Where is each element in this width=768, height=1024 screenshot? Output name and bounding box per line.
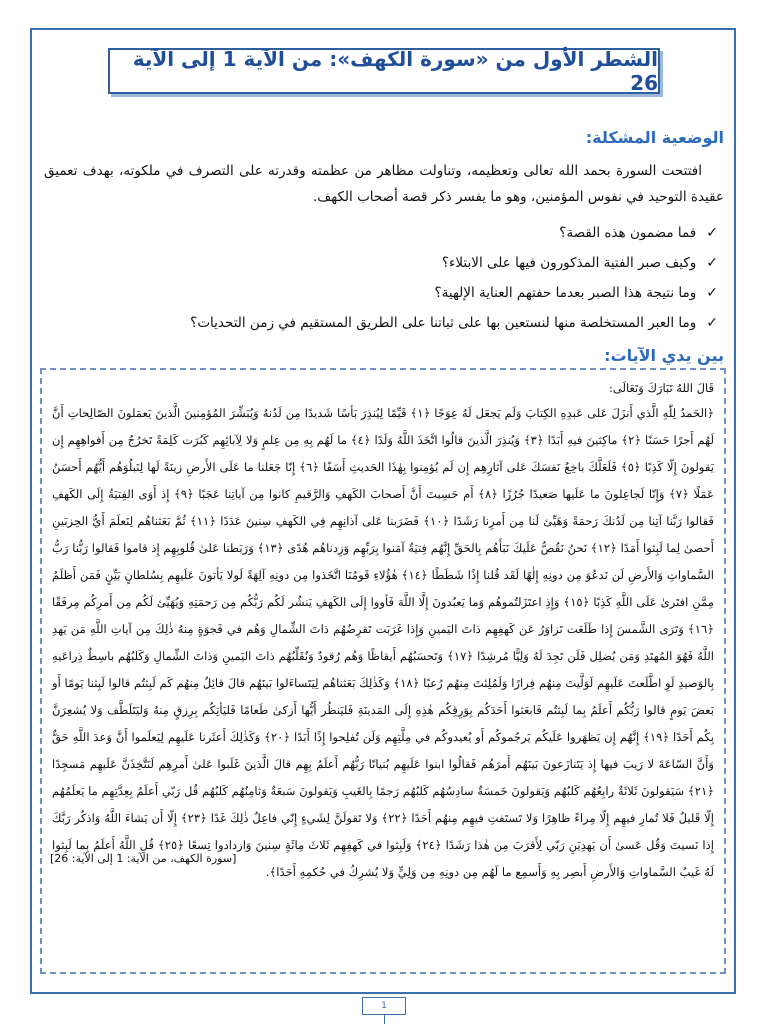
questions-list <box>44 218 718 338</box>
check-icon: ✓ <box>706 315 718 331</box>
question-text: وما نتيجة هذا الصبر بعدما حفتهم العناية الإلهية؟ <box>434 285 697 301</box>
question-text: وما العبر المستخلصة منها لنستعين بها على ثباتنا على الطريق المستقيم في زمن التحديات؟ <box>190 315 697 331</box>
intro-text: افتتحت السورة بحمد الله تعالى وتعظيمه، وتناولت مظاهر من عظمته وقدرته على التصرف في ملكوته، بهدف تعميق عقيدة التوحيد في نفوس المؤمنين، وهو ما يفسر ذكر قصة أصحاب الكهف. <box>44 163 724 205</box>
check-icon: ✓ <box>706 255 718 271</box>
question-text: وكيف صبر الفتية المذكورون فيها على الابتلاء؟ <box>441 255 697 271</box>
question-item <box>44 248 718 278</box>
question-item <box>44 308 718 338</box>
source-citation: [سورة الكهف، من الآية: 1 إلى الآية: 26] <box>50 852 237 865</box>
check-icon: ✓ <box>706 285 718 301</box>
question-item <box>44 218 718 248</box>
page-title: الشطر الأول من «سورة الكهف»: من الآية 1 إلى الآية 26 <box>108 48 660 94</box>
problem-heading: الوضعية المشكلة: <box>585 128 724 147</box>
verses-box <box>40 368 726 974</box>
verses-intro: قَالَ اللهُ تَبَارَكَ وَتَعَالَى: <box>609 381 714 395</box>
check-icon: ✓ <box>706 225 718 241</box>
question-item <box>44 278 718 308</box>
intro-paragraph <box>44 158 724 210</box>
question-text: فما مضمون هذه القصة؟ <box>559 225 697 241</box>
verses-text: ﴿الحَمدُ لِلّٰهِ الَّذي أَنزَلَ عَلى عَبدِهِ الكِتابَ وَلَم يَجعَل لَهُ عِوَجًا ﴿١﴾ قَيِّمًا لِيُنذِرَ بَأسًا شَديدًا مِن لَدُنهُ وَيُبَشِّرَ المُؤمِنينَ الَّذينَ يَعمَلونَ الصّالِحاتِ أَنَّ لَهُم أَجرًا حَسَنًا ﴿٢﴾ ماكِثينَ فيهِ أَبَدًا ﴿٣﴾ وَيُنذِرَ الَّذينَ قالُوا اتَّخَذَ اللَّهُ وَلَدًا ﴿٤﴾ ما لَهُم بِهِ مِن عِلمٍ وَلا لِآبائِهِم كَبُرَت كَلِمَةً تَخرُجُ مِن أَفواهِهِم إِن يَقولونَ إِلّا كَذِبًا ﴿٥﴾ فَلَعَلَّكَ باخِعٌ نَفسَكَ عَلى آثارِهِم إِن لَم يُؤمِنوا بِهٰذَا الحَديثِ أَسَفًا ﴿٦﴾ إِنّا جَعَلنا ما عَلَى الأَرضِ زينَةً لَها لِنَبلُوَهُم أَيُّهُم أَحسَنُ عَمَلًا ﴿٧﴾ وَإِنّا لَجاعِلونَ ما عَلَيها صَعيدًا جُرُزًا ﴿٨﴾ أَم حَسِبتَ أَنَّ أَصحابَ الكَهفِ وَالرَّقيمِ كانوا مِن آياتِنا عَجَبًا ﴿٩﴾ إِذ أَوَى الفِتيَةُ إِلَى الكَهفِ فَقالوا رَبَّنا آتِنا مِن لَدُنكَ رَحمَةً وَهَيِّئ لَنا مِن أَمرِنا رَشَدًا ﴿١٠﴾ فَضَرَبنا عَلى آذانِهِم فِي الكَهفِ سِنينَ عَدَدًا ﴿١١﴾ ثُمَّ بَعَثناهُم لِنَعلَمَ أَيُّ الحِزبَينِ أَحصىٰ لِما لَبِثوا أَمَدًا ﴿١٢﴾ نَحنُ نَقُصُّ عَلَيكَ نَبَأَهُم بِالحَقِّ إِنَّهُم فِتيَةٌ آمَنوا بِرَبِّهِم وَزِدناهُم هُدًى ﴿١٣﴾ وَرَبَطنا عَلىٰ قُلوبِهِم إِذ قاموا فَقالوا رَبُّنا رَبُّ السَّماواتِ وَالأَرضِ لَن نَدعُوَ مِن دونِهِ إِلٰهًا لَقَد قُلنا إِذًا شَطَطًا ﴿١٤﴾ هٰؤُلاءِ قَومُنَا اتَّخَذوا مِن دونِهِ آلِهَةً لَولا يَأتونَ عَلَيهِم بِسُلطانٍ بَيِّنٍ فَمَن أَظلَمُ مِمَّنِ افتَرىٰ عَلَى اللَّهِ كَذِبًا ﴿١٥﴾ وَإِذِ اعتَزَلتُموهُم وَما يَعبُدونَ إِلَّا اللَّهَ فَأووا إِلَى الكَهفِ يَنشُر لَكُم رَبُّكُم مِن رَحمَتِهِ وَيُهَيِّئ لَكُم مِن أَمرِكُم مِرفَقًا ﴿١٦﴾ وَتَرَى الشَّمسَ إِذا طَلَعَت تَزاوَرُ عَن كَهفِهِم ذاتَ اليَمينِ وَإِذا غَرَبَت تَقرِضُهُم ذاتَ الشِّمالِ وَهُم في فَجوَةٍ مِنهُ ذٰلِكَ مِن آياتِ اللَّهِ مَن يَهدِ اللَّهُ فَهُوَ المُهتَدِ وَمَن يُضلِل فَلَن تَجِدَ لَهُ وَلِيًّا مُرشِدًا ﴿١٧﴾ وَتَحسَبُهُم أَيقاظًا وَهُم رُقودٌ وَنُقَلِّبُهُم ذاتَ اليَمينِ وَذاتَ الشِّمالِ وَكَلبُهُم باسِطٌ ذِراعَيهِ بِالوَصيدِ لَوِ اطَّلَعتَ عَلَيهِم لَوَلَّيتَ مِنهُم فِرارًا وَلَمُلِئتَ مِنهُم رُعبًا ﴿١٨﴾ وَكَذٰلِكَ بَعَثناهُم لِيَتَساءَلوا بَينَهُم قالَ قائِلٌ مِنهُم كَم لَبِثتُم قالوا لَبِثنا يَومًا أَو بَعضَ يَومٍ قالوا رَبُّكُم أَعلَمُ بِما لَبِثتُم فَابعَثوا أَحَدَكُم بِوَرِقِكُم هٰذِهِ إِلَى المَدينَةِ فَليَنظُر أَيُّها أَزكىٰ طَعامًا فَليَأتِكُم بِرِزقٍ مِنهُ وَليَتَلَطَّف وَلا يُشعِرَنَّ بِكُم أَحَدًا ﴿١٩﴾ إِنَّهُم إِن يَظهَروا عَلَيكُم يَرجُموكُم أَو يُعيدوكُم في مِلَّتِهِم وَلَن تُفلِحوا إِذًا أَبَدًا ﴿٢٠﴾ وَكَذٰلِكَ أَعثَرنا عَلَيهِم لِيَعلَموا أَنَّ وَعدَ اللَّهِ حَقٌّ وَأَنَّ السّاعَةَ لا رَيبَ فيها إِذ يَتَنازَعونَ بَينَهُم أَمرَهُم فَقالُوا ابنوا عَلَيهِم بُنيانًا رَبُّهُم أَعلَمُ بِهِم قالَ الَّذينَ غَلَبوا عَلىٰ أَمرِهِم لَنَتَّخِذَنَّ عَلَيهِم مَسجِدًا ﴿٢١﴾ سَيَقولونَ ثَلاثَةٌ رابِعُهُم كَلبُهُم وَيَقولونَ خَمسَةٌ سادِسُهُم كَلبُهُم رَجمًا بِالغَيبِ وَيَقولونَ سَبعَةٌ وَثامِنُهُم كَلبُهُم قُل رَبّي أَعلَمُ بِعِدَّتِهِم ما يَعلَمُهُم إِلّا قَليلٌ فَلا تُمارِ فيهِم إِلّا مِراءً ظاهِرًا وَلا تَستَفتِ فيهِم مِنهُم أَحَدًا ﴿٢٢﴾ وَلا تَقولَنَّ لِشَيءٍ إِنّي فاعِلٌ ذٰلِكَ غَدًا ﴿٢٣﴾ إِلّا أَن يَشاءَ اللَّهُ وَاذكُر رَبَّكَ إِذا نَسيتَ وَقُل عَسىٰ أَن يَهدِيَنِ رَبّي لِأَقرَبَ مِن هٰذا رَشَدًا ﴿٢٤﴾ وَلَبِثوا في كَهفِهِم ثَلاثَ مِائَةٍ سِنينَ وَازدادوا تِسعًا ﴿٢٥﴾ قُلِ اللَّهُ أَعلَمُ بِما لَبِثوا لَهُ غَيبُ السَّماواتِ وَالأَرضِ أَبصِر بِهِ وَأَسمِع ما لَهُم مِن دونِهِ مِن وَلِيٍّ وَلا يُشرِكُ في حُكمِهِ أَحَدًا﴾. <box>52 406 714 879</box>
page-number: 1 <box>362 997 406 1015</box>
verses-heading: بين يدي الآيات: <box>604 346 724 365</box>
